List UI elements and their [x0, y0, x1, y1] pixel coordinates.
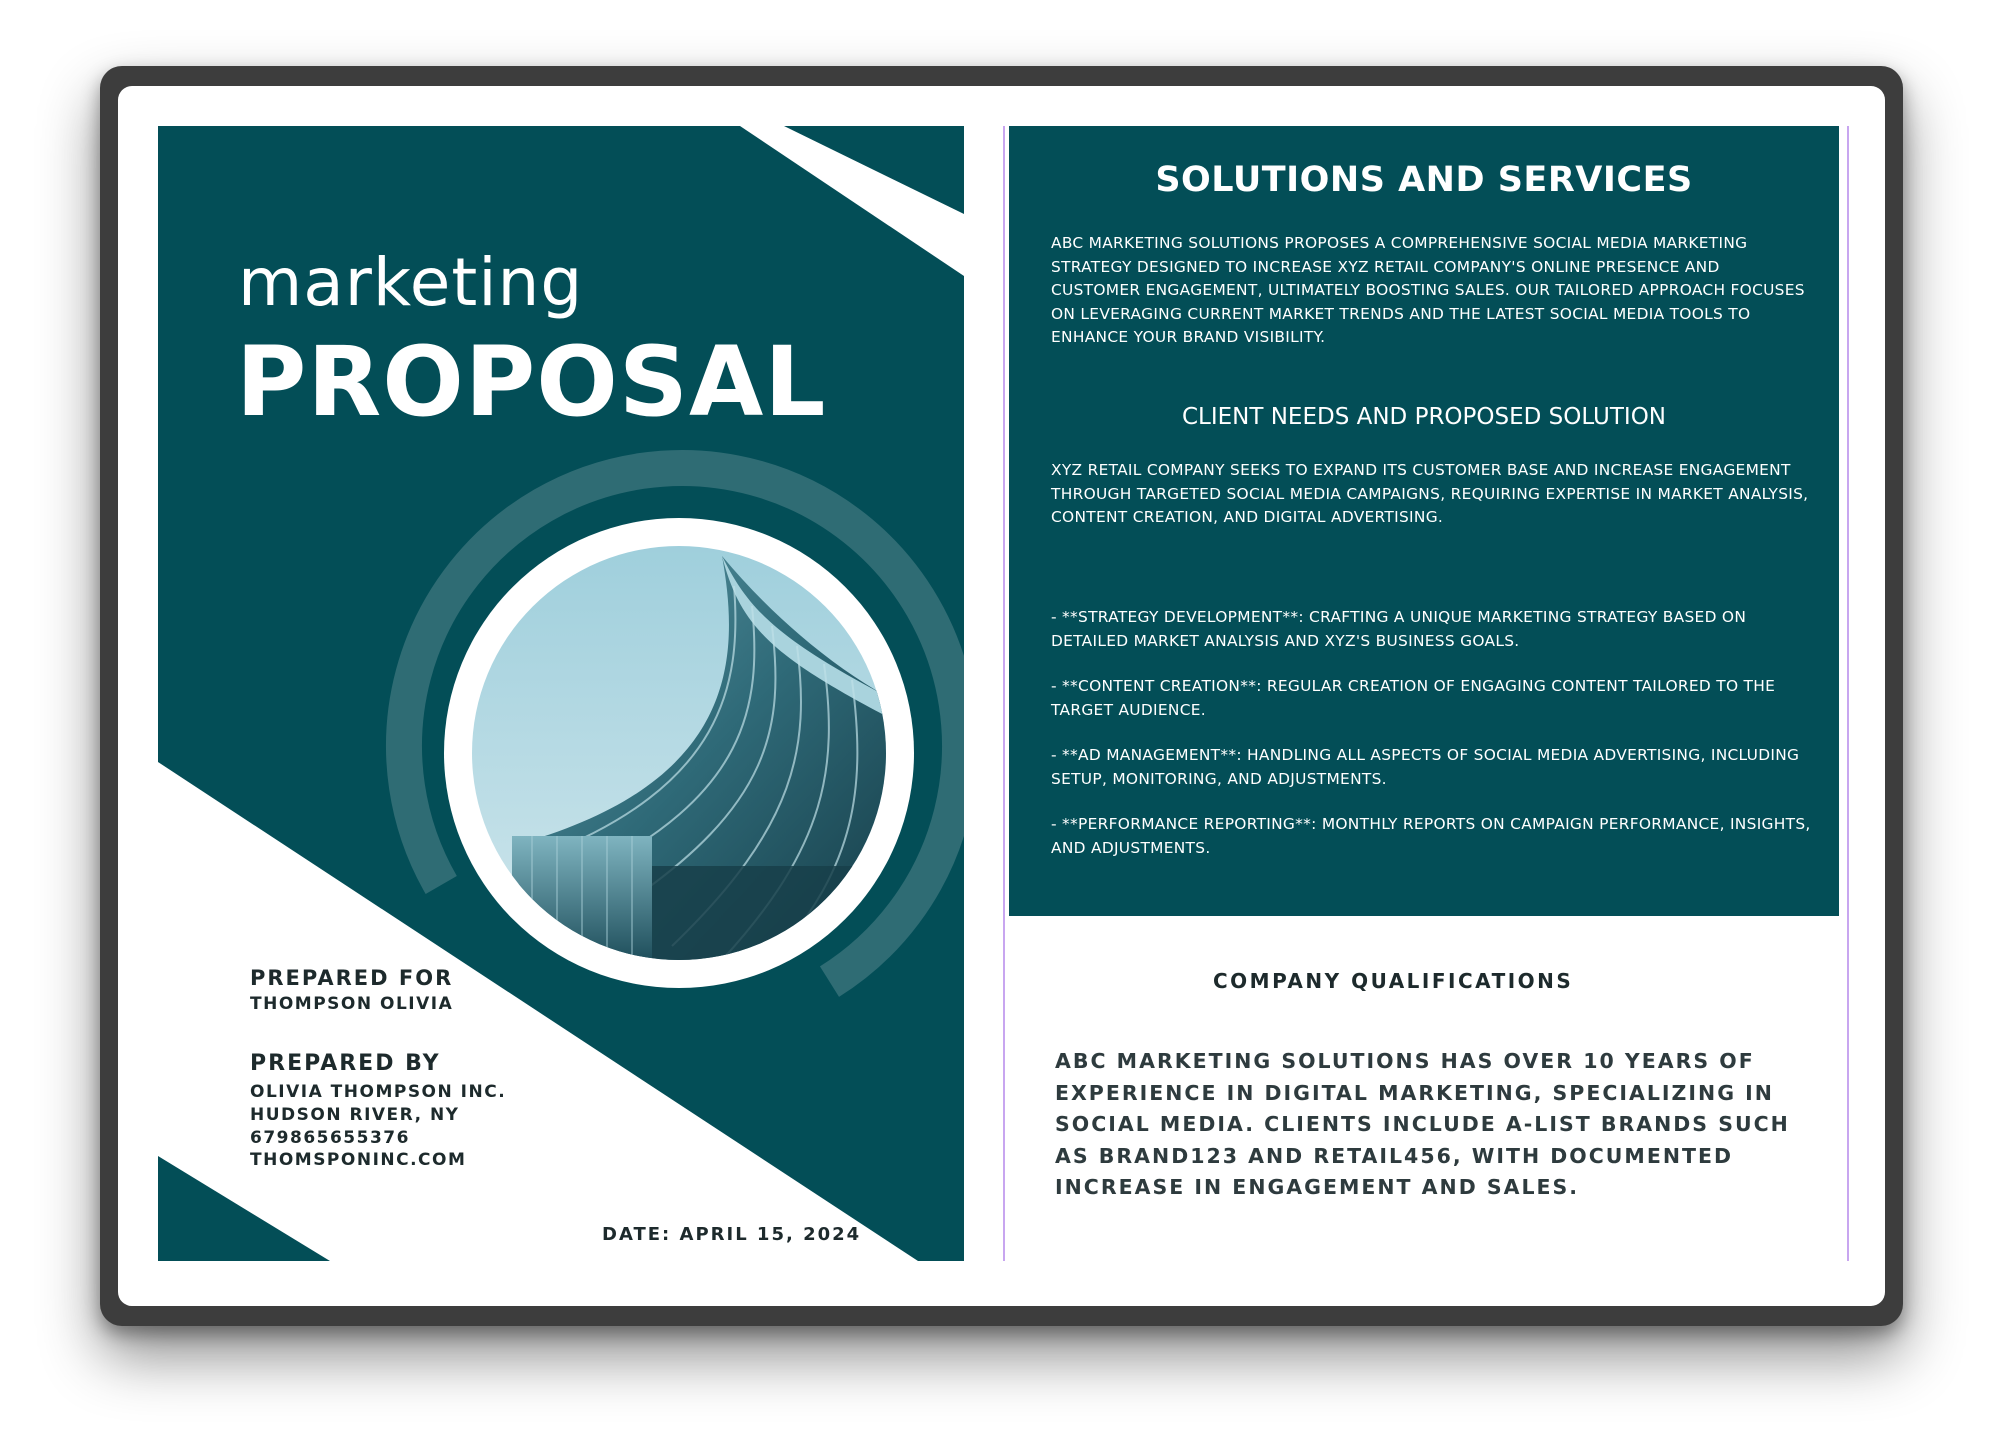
- qualifications-title: COMPANY QUALIFICATIONS: [1213, 969, 1574, 993]
- cover-page: [158, 126, 964, 1261]
- client-needs-text: XYZ RETAIL COMPANY SEEKS TO EXPAND ITS CUSTOMER BASE AND INCREASE ENGAGEMENT THROUGH TARGETED SOCIAL MEDIA CAMPAIGNS, REQUIRING EXPERTISE IN MARKET ANALYSIS, CONTENT CREATION, AND DIGITAL ADVERTISING.: [1051, 461, 1809, 526]
- content-page: [1003, 126, 1849, 1261]
- bullet-reporting: - **PERFORMANCE REPORTING**: MONTHLY REPORTS ON CAMPAIGN PERFORMANCE, INSIGHTS, AND ADJUSTMENTS.: [1051, 815, 1811, 857]
- proposal-date: DATE: APRIL 15, 2024: [602, 1224, 862, 1245]
- document-sheet: [118, 86, 1885, 1306]
- prepared-by-address: HUDSON RIVER, NY: [250, 1105, 460, 1125]
- bullet-strategy: - **STRATEGY DEVELOPMENT**: CRAFTING A UNIQUE MARKETING STRATEGY BASED ON DETAILED MARKET ANALYSIS AND XYZ'S BUSINESS GOALS.: [1051, 608, 1747, 650]
- solutions-intro: ABC MARKETING SOLUTIONS PROPOSES A COMPREHENSIVE SOCIAL MEDIA MARKETING STRATEGY DESIGNED TO INCREASE XYZ RETAIL COMPANY'S ONLINE PRESENCE AND CUSTOMER ENGAGEMENT, ULTIMATELY BOOSTING SALES. OUR TAILORED APPROACH FOCUSES ON LEVERAGING CURRENT MARKET TRENDS AND THE LATEST SOCIAL MEDIA TOOLS TO ENHANCE YOUR BRAND VISIBILITY.: [1051, 234, 1805, 346]
- building-photo-frame: [444, 518, 914, 988]
- prepared-for-name: THOMPSON OLIVIA: [250, 994, 454, 1014]
- prepared-for-label: PREPARED FOR: [250, 966, 454, 990]
- bullet-ads: - **AD MANAGEMENT**: HANDLING ALL ASPECTS OF SOCIAL MEDIA ADVERTISING, INCLUDING SETUP, MONITORING, AND ADJUSTMENTS.: [1051, 746, 1800, 788]
- qualifications-text: ABC MARKETING SOLUTIONS HAS OVER 10 YEARS OF EXPERIENCE IN DIGITAL MARKETING, SPECIALIZING IN SOCIAL MEDIA. CLIENTS INCLUDE A-LIST BRANDS SUCH AS BRAND123 AND RETAIL456, WITH DOCUMENTED INCREASE IN ENGAGEMENT AND SALES.: [1055, 1049, 1790, 1199]
- solutions-title: SOLUTIONS AND SERVICES: [1155, 160, 1693, 200]
- cover-title-big: PROPOSAL: [236, 326, 827, 438]
- cover-title-small: marketing: [238, 244, 584, 321]
- bullet-content: - **CONTENT CREATION**: REGULAR CREATION OF ENGAGING CONTENT TAILORED TO THE TARGET AUDIENCE.: [1051, 677, 1776, 719]
- prepared-by-website: THOMSPONINC.COM: [250, 1150, 467, 1170]
- solutions-section: [1009, 126, 1839, 916]
- prepared-by-company: OLIVIA THOMPSON INC.: [250, 1082, 507, 1102]
- prepared-by-label: PREPARED BY: [250, 1051, 441, 1076]
- prepared-by-phone: 679865655376: [250, 1128, 410, 1148]
- client-needs-title: CLIENT NEEDS AND PROPOSED SOLUTION: [1181, 404, 1667, 430]
- building-photo: [472, 546, 886, 960]
